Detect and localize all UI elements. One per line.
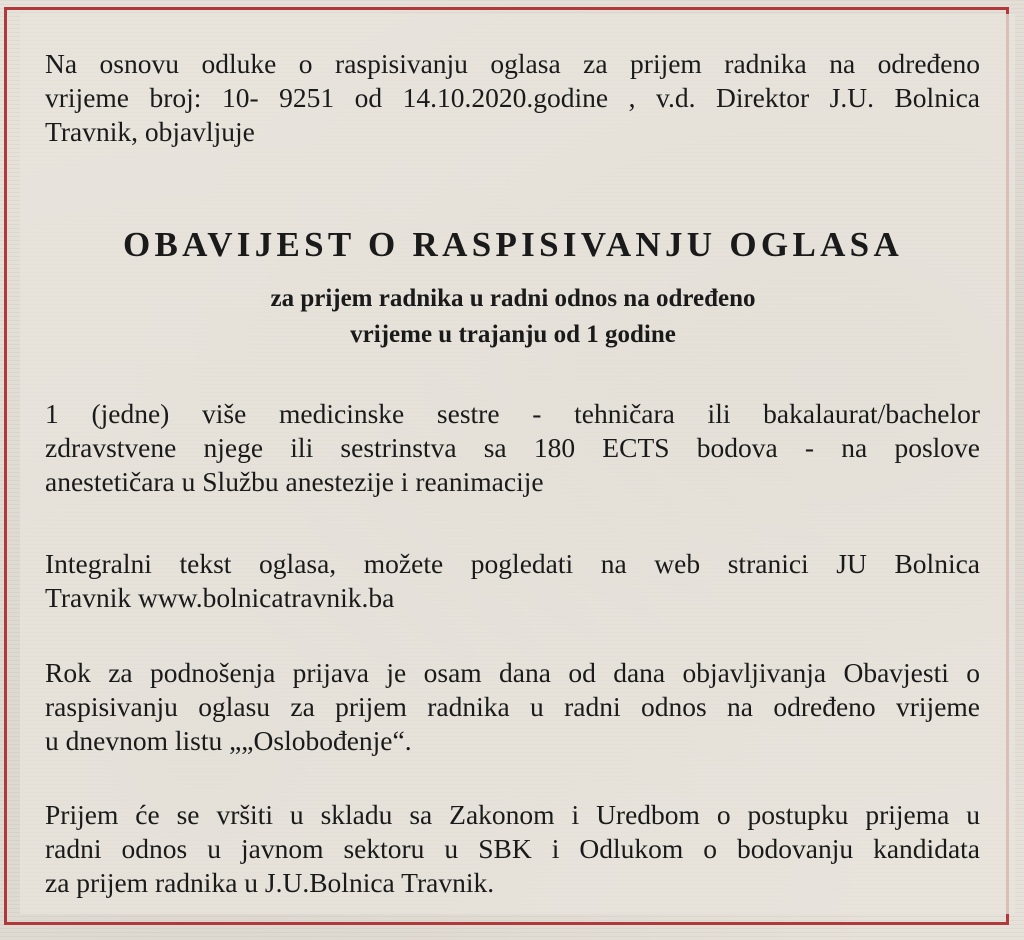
deadline-paragraph (45, 656, 980, 758)
deadline-line: Rok za podnošenja prijava je osam dana od dana objavljivanja Obavjesti o (45, 657, 980, 688)
intro-paragraph (45, 47, 980, 149)
position-line: zdravstvene njege ili sestrinstva sa 180 ECTS bodova - na poslove (45, 432, 980, 463)
deadline-line: u dnevnom listu „„Oslobođenje“. (45, 725, 412, 756)
website-paragraph (45, 547, 980, 615)
position-line: anestetičara u Službu anestezije i reanimacije (45, 466, 544, 497)
law-paragraph (45, 798, 980, 900)
deadline-line: raspisivanju oglasu za prijem radnika u radni odnos na određeno vrijeme (45, 691, 980, 722)
notice-title: OBAVIJEST O RASPISIVANJU OGLASA (122, 225, 904, 264)
intro-line: Na osnovu odluke o raspisivanju oglasa za prijem radnika na određeno (45, 48, 980, 79)
intro-line: vrijeme broj: 10- 9251 od 14.10.2020.godine , v.d. Direktor J.U. Bolnica (45, 82, 980, 113)
intro-line: Travnik, objavljuje (45, 116, 255, 147)
law-line: za prijem radnika u J.U.Bolnica Travnik. (45, 867, 495, 898)
notice-subtitle (7, 281, 1019, 353)
law-line: Prijem će se vršiti u skladu sa Zakonom i Uredbom o postupku prijema u (45, 799, 980, 830)
position-line: 1 (jedne) više medicinske sestre - tehničara ili bakalaurat/bachelor (45, 398, 980, 429)
notice-border (4, 7, 1009, 925)
subtitle-line: vrijeme u trajanju od 1 godine (350, 321, 676, 348)
website-line: Integralni tekst oglasa, možete pogledati na web stranici JU Bolnica (45, 548, 980, 579)
position-paragraph (45, 397, 980, 499)
website-line: Travnik www.bolnicatravnik.ba (45, 582, 395, 613)
law-line: radni odnos u javnom sektoru u SBK i Odlukom o bodovanju kandidata (45, 833, 980, 864)
subtitle-line: za prijem radnika u radni odnos na određeno (270, 285, 756, 312)
